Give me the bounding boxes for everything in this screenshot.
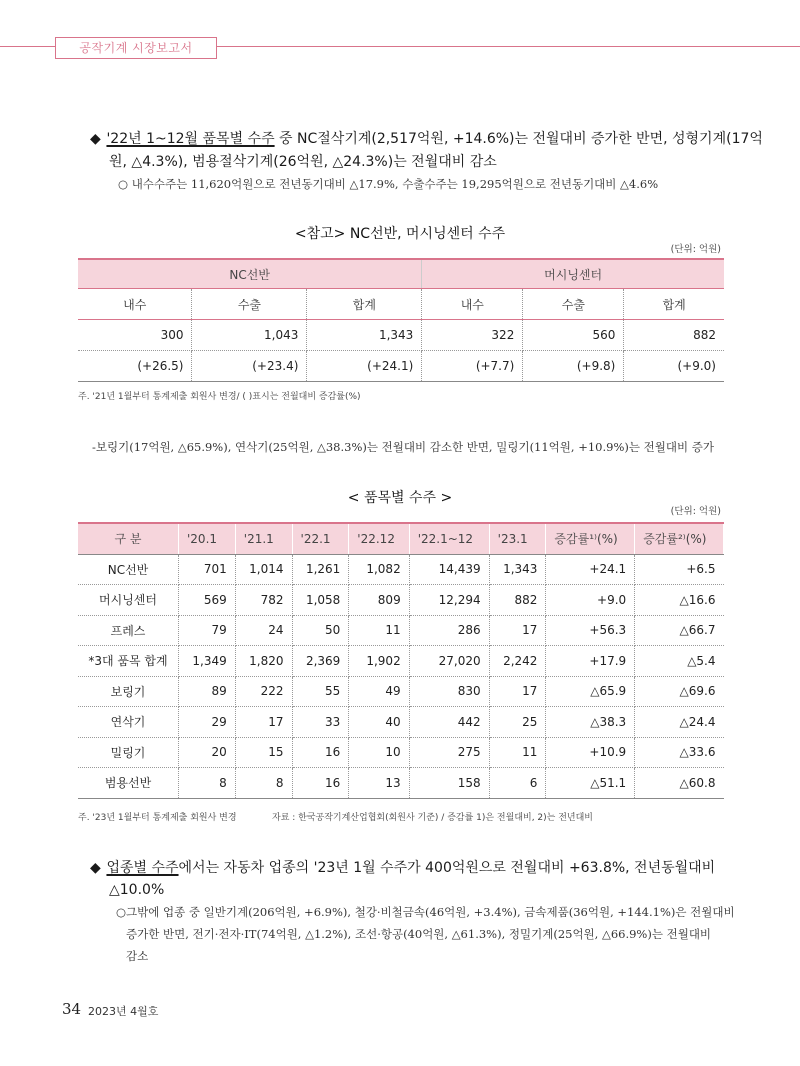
bullet1-underlined: '22년 1~12월 품목별 수주: [106, 131, 275, 147]
bullet2-rest: 에서는 자동차 업종의 '23년 1월 수주가 400억원으로 전월대비 +63.8%, 전년동월대비: [178, 860, 716, 876]
bullet2-line2: △10.0%: [109, 882, 165, 898]
table-cell: +17.9: [546, 646, 635, 677]
table-cell: △69.6: [635, 676, 724, 707]
header-tab: 공작기계 시장보고서: [55, 37, 217, 59]
table-cell: 1,014: [235, 554, 292, 585]
table2-unit: (단위: 억원): [670, 506, 721, 517]
table-cell: △60.8: [635, 768, 724, 799]
table-cell: 15: [235, 737, 292, 768]
table-cell: 442: [409, 707, 489, 738]
column-header: '20.1: [179, 523, 236, 554]
bullet1-line2: 원, △4.3%), 범용절삭기계(26억원, △24.3%)는 전월대비 감소: [109, 154, 497, 170]
row-label: 머시닝센터: [78, 585, 179, 616]
table-row: [78, 646, 724, 677]
table-cell: 16: [292, 768, 349, 799]
table-cell: 300: [78, 320, 192, 351]
table-cell: 8: [179, 768, 236, 799]
group-header: 머시닝센터: [422, 259, 724, 289]
table-cell: 12,294: [409, 585, 489, 616]
table-cell: 1,343: [489, 554, 546, 585]
table-cell: 809: [349, 585, 409, 616]
table-cell: △24.4: [635, 707, 724, 738]
table-cell: 16: [292, 737, 349, 768]
table-cell: 782: [235, 585, 292, 616]
table-cell: 158: [409, 768, 489, 799]
column-header: 합계: [624, 289, 724, 320]
table-cell: 89: [179, 676, 236, 707]
table-cell: 25: [489, 707, 546, 738]
table-cell: +9.0: [546, 585, 635, 616]
table-cell: 50: [292, 615, 349, 646]
table-cell: 2,369: [292, 646, 349, 677]
row-label: 프레스: [78, 615, 179, 646]
table-cell: 1,082: [349, 554, 409, 585]
bullet1-sub: ○ 내수수주는 11,620억원으로 전년동기대비 △17.9%, 수출수주는 19,295억원으로 전년동기대비 △4.6%: [118, 177, 659, 191]
table1-note: 주. '21년 1월부터 통계제출 회원사 변경/ ( )표시는 전월대비 증감률(%): [78, 392, 361, 402]
table-cell: 13: [349, 768, 409, 799]
table-cell: 882: [489, 585, 546, 616]
row-label: 범용선반: [78, 768, 179, 799]
table2: [78, 522, 724, 799]
bullet2-sub-line3: 감소: [126, 949, 149, 963]
table-cell: 40: [349, 707, 409, 738]
table-cell: 17: [489, 615, 546, 646]
table-cell: 286: [409, 615, 489, 646]
table-cell: △66.7: [635, 615, 724, 646]
table-cell: 222: [235, 676, 292, 707]
table-row: [78, 554, 724, 585]
table-row: [78, 585, 724, 616]
table2-body: [78, 554, 724, 798]
table-cell: 1,820: [235, 646, 292, 677]
midline-text: -보링기(17억원, △65.9%), 연삭기(25억원, △38.3%)는 전월대비 감소한 반면, 밀링기(11억원, +10.9%)는 전월대비 증가: [92, 440, 714, 454]
table-row: [78, 768, 724, 799]
table-cell: 569: [179, 585, 236, 616]
column-header: 내수: [78, 289, 192, 320]
table-cell: 17: [235, 707, 292, 738]
page-number: 34: [62, 1000, 82, 1018]
table-cell: △38.3: [546, 707, 635, 738]
column-header: 증감률¹⁾(%): [546, 523, 635, 554]
table-cell: 2,242: [489, 646, 546, 677]
bullet2-sub-line2: 증가한 반면, 전기·전자·IT(74억원, △1.2%), 조선·항공(40억원, △61.3%), 정밀기계(25억원, △66.9%)는 전월대비: [126, 927, 712, 941]
table-cell: 1,043: [192, 320, 307, 351]
table-cell: 11: [349, 615, 409, 646]
table-cell: △16.6: [635, 585, 724, 616]
table-cell: 11: [489, 737, 546, 768]
column-header: '23.1: [489, 523, 546, 554]
table-cell: (+24.1): [307, 351, 422, 382]
table-cell: 49: [349, 676, 409, 707]
table-row: [78, 737, 724, 768]
table-cell: +10.9: [546, 737, 635, 768]
column-header: 내수: [422, 289, 523, 320]
table-cell: 10: [349, 737, 409, 768]
row-label: 보링기: [78, 676, 179, 707]
table-cell: 830: [409, 676, 489, 707]
table-cell: △5.4: [635, 646, 724, 677]
table-cell: 1,058: [292, 585, 349, 616]
bullet1-line1: [90, 128, 763, 151]
row-label: NC선반: [78, 554, 179, 585]
table-cell: 14,439: [409, 554, 489, 585]
table-cell: 1,902: [349, 646, 409, 677]
issue-label: 2023년 4월호: [88, 1005, 159, 1018]
table-cell: 322: [422, 320, 523, 351]
table-cell: +24.1: [546, 554, 635, 585]
column-header: 구 분: [78, 523, 179, 554]
table-cell: 55: [292, 676, 349, 707]
table-cell: +6.5: [635, 554, 724, 585]
table-cell: △65.9: [546, 676, 635, 707]
table-cell: 275: [409, 737, 489, 768]
row-label: *3대 품목 합계: [78, 646, 179, 677]
table-cell: 20: [179, 737, 236, 768]
table-cell: (+23.4): [192, 351, 307, 382]
bullet1-rest: 중 NC절삭기계(2,517억원, +14.6%)는 전월대비 증가한 반면, 성형기계(17억: [274, 131, 763, 147]
table-cell: (+9.0): [624, 351, 724, 382]
table-row: [78, 615, 724, 646]
table1: [78, 258, 724, 382]
column-header: 증감률²⁾(%): [635, 523, 724, 554]
table-cell: (+7.7): [422, 351, 523, 382]
table-cell: 24: [235, 615, 292, 646]
table-cell: 1,349: [179, 646, 236, 677]
table-cell: 6: [489, 768, 546, 799]
table-cell: 33: [292, 707, 349, 738]
table-row: [78, 707, 724, 738]
table-cell: 560: [523, 320, 624, 351]
table-cell: +56.3: [546, 615, 635, 646]
table1-caption: <참고> NC선반, 머시닝센터 수주: [294, 226, 506, 242]
table-cell: 1,261: [292, 554, 349, 585]
table-cell: (+26.5): [78, 351, 192, 382]
table-cell: 79: [179, 615, 236, 646]
column-header: 수출: [192, 289, 307, 320]
table2-note-right: 자료 : 한국공작기계산업협회(회원사 기준) / 증감률 1)은 전월대비, 2)는 전년대비: [272, 813, 593, 823]
bullet2-line1: [90, 857, 715, 880]
table-cell: 29: [179, 707, 236, 738]
table-cell: (+9.8): [523, 351, 624, 382]
column-header: '22.1~12: [409, 523, 489, 554]
column-header: '22.12: [349, 523, 409, 554]
bullet2-underlined: 업종별 수주: [106, 860, 179, 876]
column-header: 합계: [307, 289, 422, 320]
table-cell: 1,343: [307, 320, 422, 351]
table-cell: 17: [489, 676, 546, 707]
table-cell: 27,020: [409, 646, 489, 677]
table1-unit: (단위: 억원): [670, 244, 721, 255]
diamond-bullet-icon: ◆: [90, 131, 101, 147]
table2-caption: < 품목별 수주 >: [347, 490, 453, 506]
row-label: 연삭기: [78, 707, 179, 738]
table-cell: 8: [235, 768, 292, 799]
table-cell: △51.1: [546, 768, 635, 799]
diamond-bullet-icon: ◆: [90, 860, 101, 876]
column-header: '21.1: [235, 523, 292, 554]
row-label: 밀링기: [78, 737, 179, 768]
table-cell: 701: [179, 554, 236, 585]
bullet2-sub-line1: ○그밖에 업종 중 일반기계(206억원, +6.9%), 철강·비철금속(46억원, +3.4%), 금속제품(36억원, +144.1%)은 전월대비: [116, 905, 735, 919]
table-cell: △33.6: [635, 737, 724, 768]
table2-note-left: 주. '23년 1월부터 통계제출 회원사 변경: [78, 813, 237, 823]
column-header: '22.1: [292, 523, 349, 554]
group-header: NC선반: [78, 259, 422, 289]
table-cell: 882: [624, 320, 724, 351]
column-header: 수출: [523, 289, 624, 320]
table-row: [78, 676, 724, 707]
